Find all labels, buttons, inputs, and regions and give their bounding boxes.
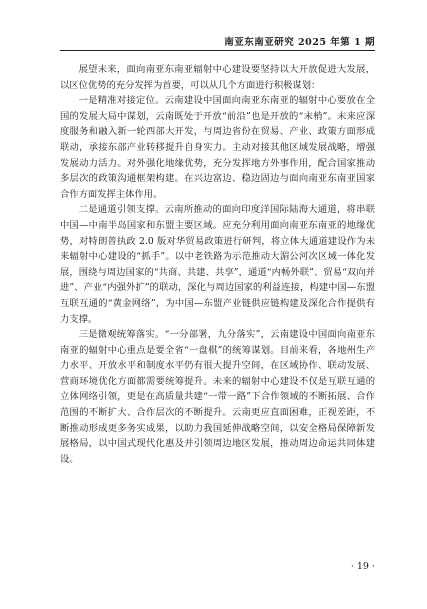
paragraph-outlook: 展望未来，面向南亚东南亚辐射中心建设要坚持以大开放促进大发展，以区位优势的充分发挥为首要，可以从几个方面进行积极谋划：	[60, 64, 375, 91]
paragraph-corridor: 二是通道引领支撑。云南所推动的面向印度洋国际陆海大通道，将串联中国—中南半岛国家和东盟主要区域。应充分利用面向南亚东南亚的地缘优势，对特朗普执政 2.0 版对华贸易政策进行研判，将立体大通道建设作为未来辐射中心建设的“抓手”。以中老铁路为示范推动大湄公河次区域一体化发展，围绕与周边国家的“共商、共建、共享”，通道“内畅外联”、贸易“双向并进”、产业“内强外扩”的联动，深化与周边国家的利益连接，构建中国—东盟互联互通的“黄金网络”，为中国—东盟产业链供应链构建及深化合作提供有力支撑。	[60, 204, 375, 325]
running-head: 南亚东南亚研究 2025 年第 1 期	[224, 37, 375, 48]
page-number: · 19 ·	[350, 561, 375, 572]
body-text	[60, 62, 375, 467]
paragraph-positioning: 一是精准对接定位。云南建设中国面向南亚东南亚的辐射中心要放在全国的发展大局中谋划，云南既处于开放“前沿”也是开放的“末梢”。未来应深度服务和融入新一轮西部大开发，与周边省份在贸易、产业、政策方面形成联动，承接东部产业转移提升自身实力。主动对接其他区域发展战略，增强发展动力活力。对外强化地缘优势，充分发挥地方外事作用，配合国家推动多层次的政策沟通框架构建。在兴边富边、稳边固边与面向南亚东南亚国家合作方面发挥主体作用。	[60, 95, 375, 200]
paragraph-implementation: 三是微观统筹落实。“一分部署，九分落实”，云南建设中国面向南亚东南亚的辐射中心重点是要全省“一盘棋”的统筹谋划。目前来看，各地州生产力水平、开放水平和制度水平仍有很大提升空间，在区域协作、联动发展、营商环境优化方面都需要统筹提升。未来的辐射中心建设不仅是互联互通的立体网络引领，更是在高质量共建“一带一路”下合作领域的不断拓展、合作范围的不断扩大、合作层次的不断提升。云南更应直面困难，正视差距，不断推动形成更多务实成果，以助力我国延伸战略空间，以安全格局保障新发展格局，以中国式现代化惠及并引领周边地区发展，推动周边命运共同体建设。	[60, 329, 375, 465]
header-divider	[60, 50, 375, 51]
